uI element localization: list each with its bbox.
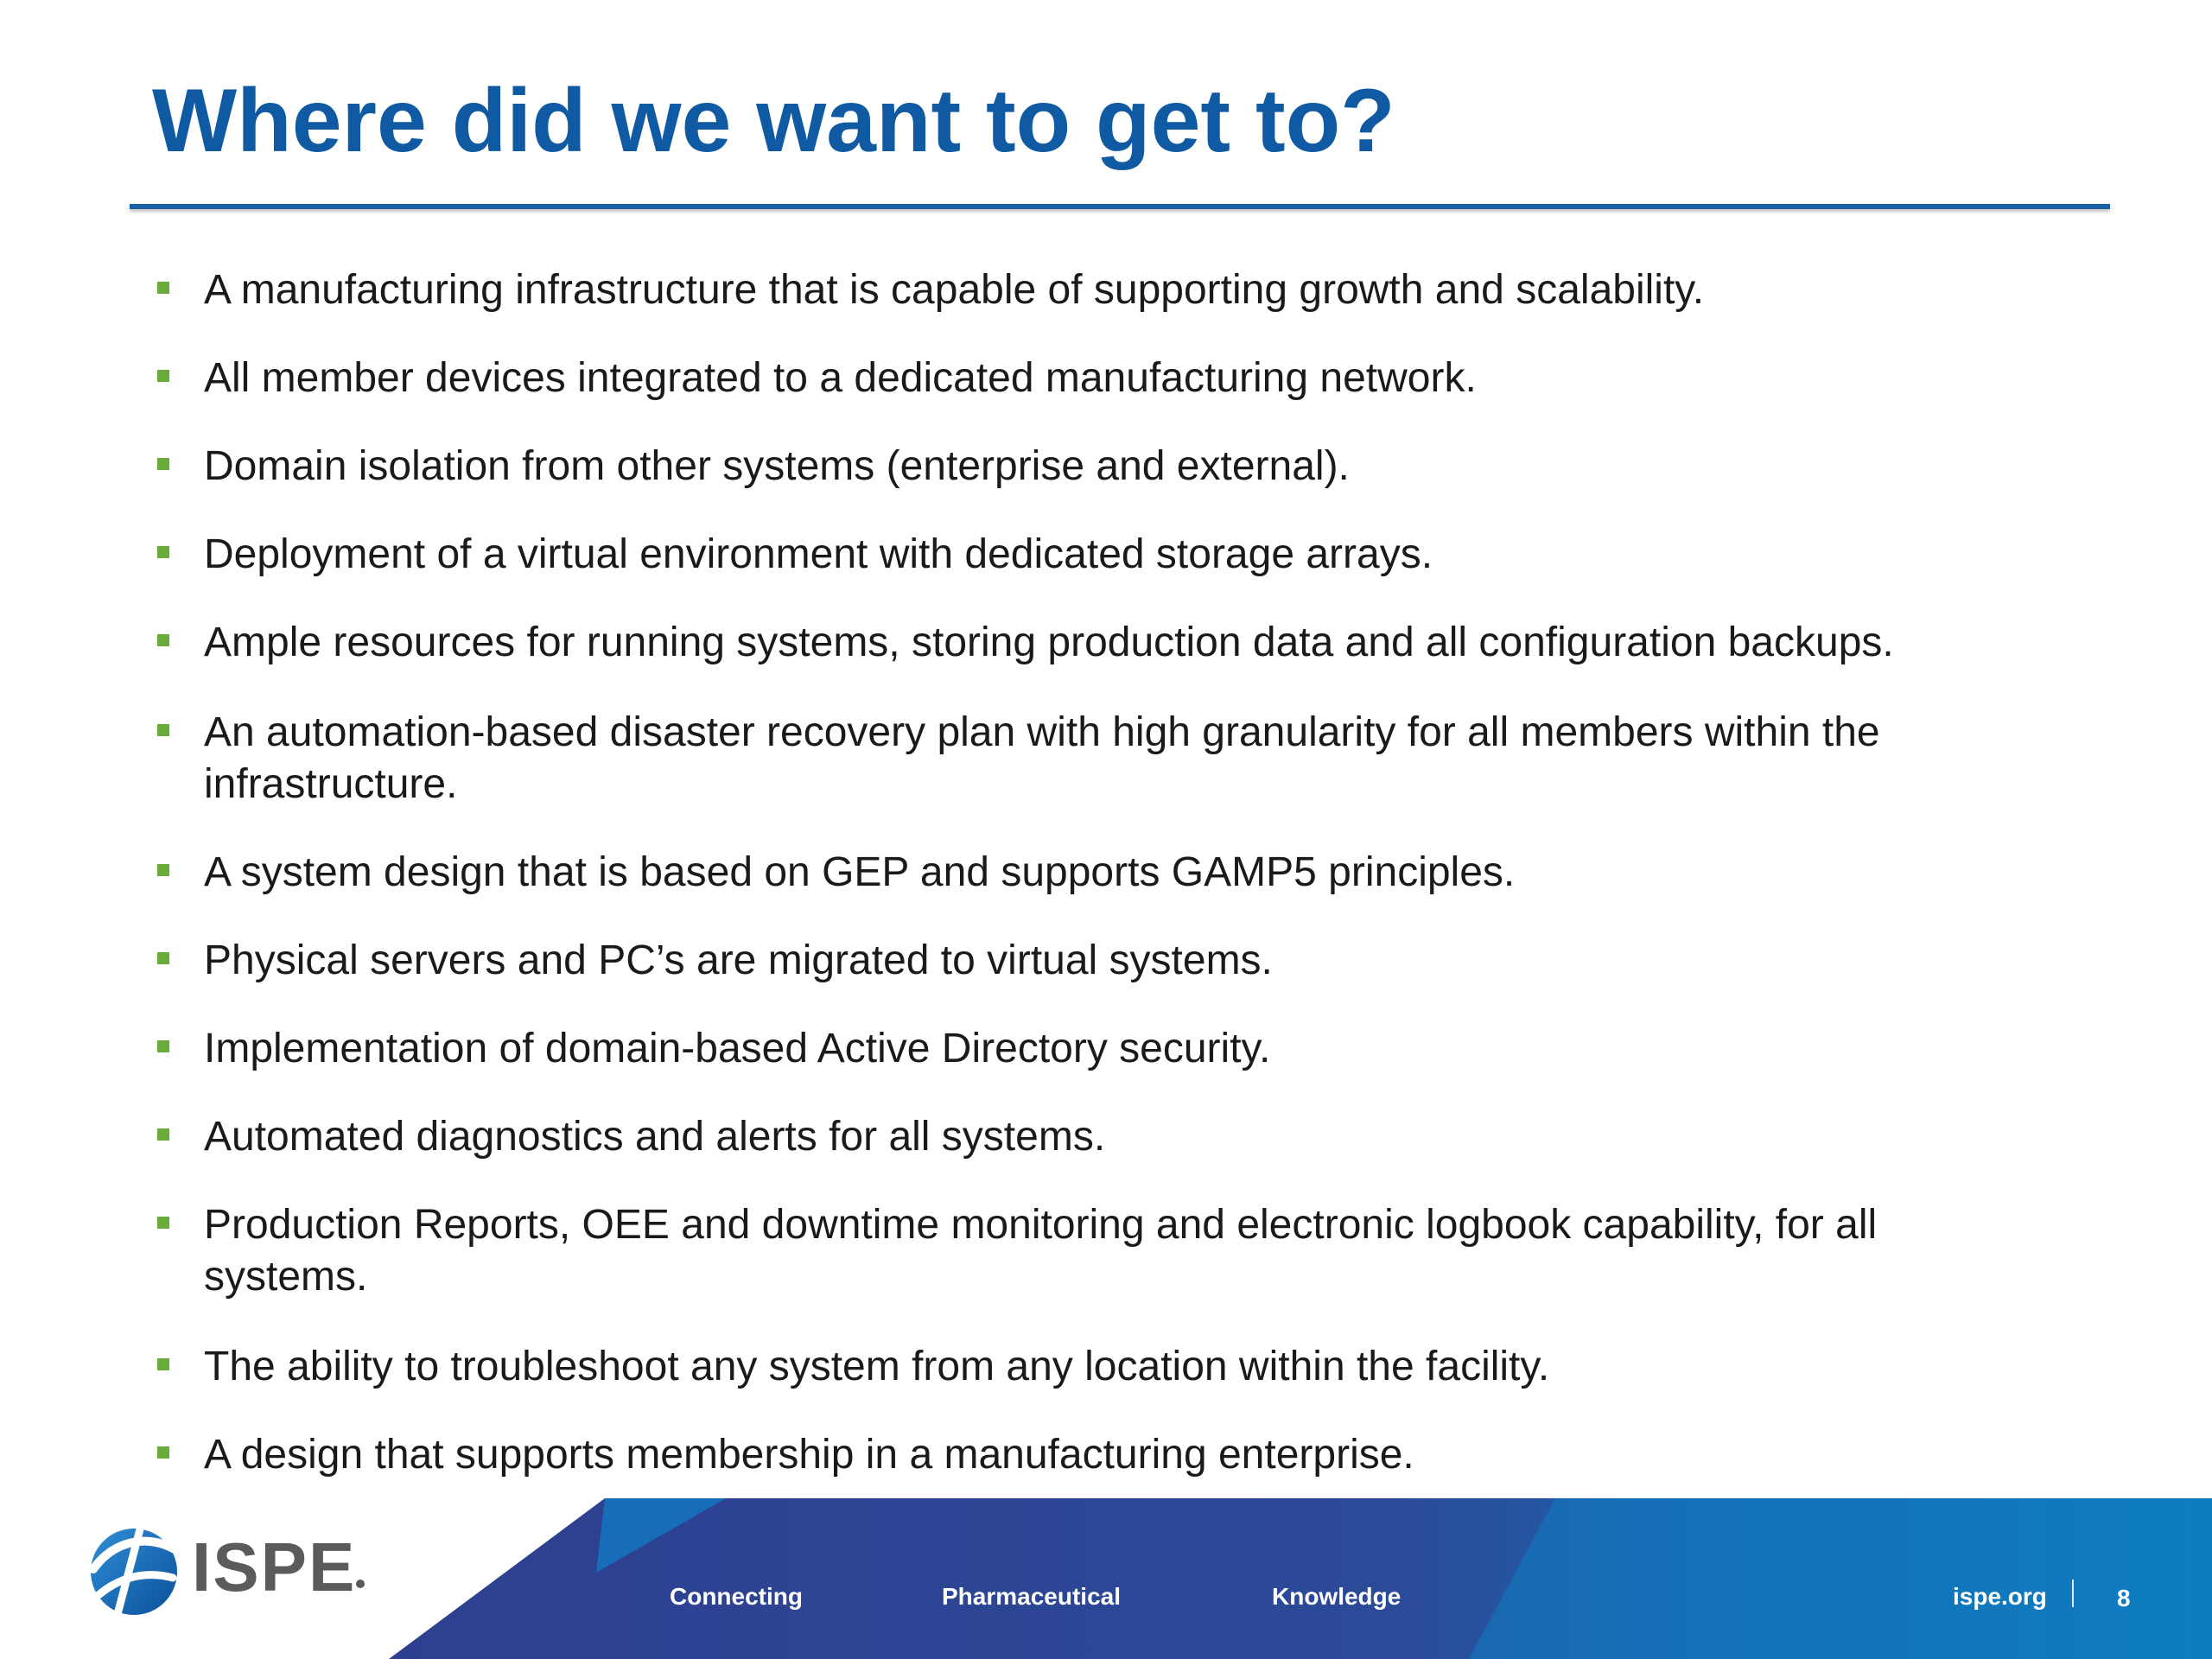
bullet-text: Physical servers and PC’s are migrated to virtual systems. <box>204 938 1273 983</box>
bullet-text: Domain isolation from other systems (enterprise and external). <box>204 443 1350 489</box>
square-bullet-icon <box>157 952 169 964</box>
footer-separator <box>2072 1580 2074 1607</box>
bullet-text: A manufacturing infrastructure that is capable of supporting growth and scalability. <box>204 267 1705 313</box>
square-bullet-icon <box>157 370 169 382</box>
bullet-text: Automated diagnostics and alerts for all systems. <box>204 1114 1106 1160</box>
tagline-knowledge: Knowledge <box>1272 1583 1402 1610</box>
bullet-text: An automation-based disaster recovery plan with high granularity for all members within the infrastructure. <box>204 709 1880 807</box>
tagline-connecting: Connecting <box>670 1583 803 1610</box>
square-bullet-icon <box>157 1446 169 1459</box>
slide-footer <box>0 1498 2212 1659</box>
tagline-pharmaceutical: Pharmaceutical <box>942 1583 1121 1610</box>
square-bullet-icon <box>157 864 169 876</box>
square-bullet-icon <box>157 724 169 736</box>
bullet-text: Deployment of a virtual environment with dedicated storage arrays. <box>204 531 1433 577</box>
title-divider <box>130 204 2110 209</box>
bullet-text: All member devices integrated to a dedicated manufacturing network. <box>204 355 1477 401</box>
square-bullet-icon <box>157 458 169 470</box>
square-bullet-icon <box>157 634 169 646</box>
footer-url-link[interactable]: ispe.org <box>1953 1583 2047 1610</box>
bullet-text: Ample resources for running systems, storing production data and all configuration backups. <box>204 620 1894 665</box>
bullet-text: The ability to troubleshoot any system from any location within the facility. <box>204 1344 1550 1389</box>
square-bullet-icon <box>157 546 169 558</box>
bullet-text: Implementation of domain-based Active Directory security. <box>204 1026 1271 1071</box>
slide-title: Where did we want to get to? <box>152 71 1395 171</box>
page-number: 8 <box>2117 1585 2131 1611</box>
square-bullet-icon <box>157 1040 169 1052</box>
logo-dot <box>356 1580 365 1588</box>
square-bullet-icon <box>157 1358 169 1370</box>
square-bullet-icon <box>157 1217 169 1229</box>
ispe-globe-logo-icon <box>86 1524 181 1619</box>
bullet-text: A design that supports membership in a manufacturing enterprise. <box>204 1432 1414 1478</box>
square-bullet-icon <box>157 1128 169 1141</box>
logo-wordmark: ISPE <box>192 1529 357 1605</box>
bullet-text: A system design that is based on GEP and supports GAMP5 principles. <box>204 849 1516 895</box>
bullet-text: Production Reports, OEE and downtime monitoring and electronic logbook capability, for all systems. <box>204 1202 1878 1300</box>
square-bullet-icon <box>157 282 169 294</box>
